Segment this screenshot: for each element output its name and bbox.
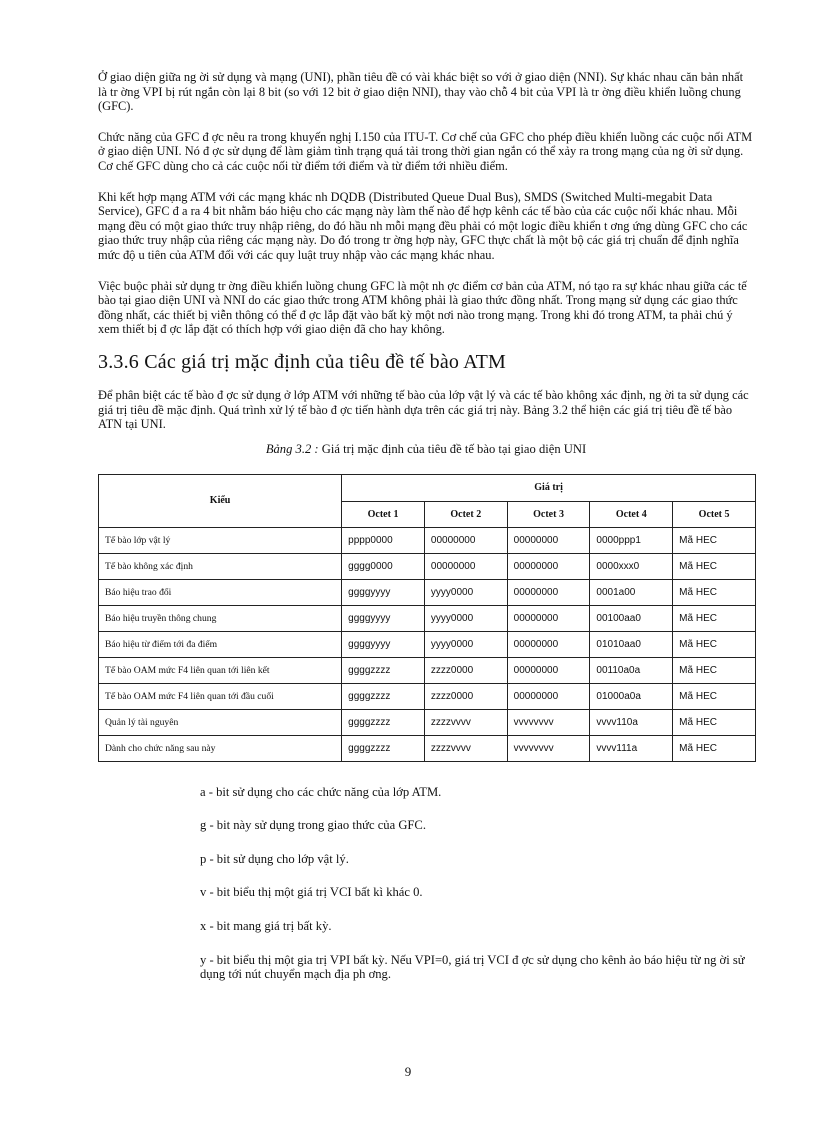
document-page [98,70,754,1001]
value-header: Giá trị [342,474,756,501]
octet-value: Mã HEC [673,683,756,709]
octet-value: ggggyyyy [342,605,425,631]
table-row [99,579,756,605]
table-row [99,553,756,579]
octet-value: vvvvvvvv [507,735,590,761]
octet-value: Mã HEC [673,527,756,553]
note-y: y - bit biểu thị một gia trị VPI bất kỳ. Nếu VPI=0, giá trị VCI đ ợc sử dụng cho kênh ảo báo hiệu từ ng ời sử dụng tới nút chuyển mạch địa ph ơng. [200,952,745,982]
note-v: v - bit biểu thị một giá trị VCI bất kì khác 0. [200,885,423,900]
paragraph-uni-nni: Ở giao diện giữa ng ời sử dụng và mạng (UNI), phần tiêu đề có vài khác biệt so với ở giao diện (NNI). Sự khác nhau căn bản nhất là tr ờng VPI bị rút ngắn còn lại 8 bit (so với 12 bit ở giao diện NNI), thay vào chỗ 4 bit của VPI là tr ờng điều khiển luồng chung (GFC). [98,70,744,114]
kind-header: Kiểu [99,474,342,527]
octet-value: Mã HEC [673,553,756,579]
octet-value: zzzzvvvv [424,735,507,761]
octet-value: 00000000 [507,553,590,579]
note-x: x - bit mang giá trị bất kỳ. [200,919,332,934]
octet-value: yyyy0000 [424,579,507,605]
row-kind: Báo hiệu từ điểm tới đa điểm [99,631,342,657]
octet-value: ggggzzzz [342,709,425,735]
octet-value: Mã HEC [673,709,756,735]
octet-value: yyyy0000 [424,631,507,657]
octet-value: ggggyyyy [342,631,425,657]
octet-value: zzzz0000 [424,657,507,683]
table-row [99,631,756,657]
row-kind: Tế bào không xác định [99,553,342,579]
octet-value: 00100aa0 [590,605,673,631]
header-values-table [98,474,756,762]
octet-value: 01000a0a [590,683,673,709]
paragraph-gfc-drawback: Việc buộc phải sử dụng tr ờng điều khiển luồng chung GFC là một nh ợc điểm cơ bản của ATM, nó tạo ra sự khác nhau giữa các tế bào tại giao diện UNI và NNI do các giao thức trong ATM không phải là giao thức đồng nhất. Trong mạng sử dụng các giao thức đồng nhất, các thiết bị viễn thông có thể đ ợc lắp đặt vào bất kỳ một nơi nào trong mạng. Trong khi đó trong ATM, ta phải chú ý xem thiết bị đ ợc lắp đặt có thích hợp với giao diện đã cho hay không. [98,278,747,337]
octet-value: 00000000 [507,527,590,553]
table-row [99,605,756,631]
row-kind: Tế bào lớp vật lý [99,527,342,553]
section-heading: 3.3.6 Các giá trị mặc định của tiêu đề tế bào ATM [98,350,507,373]
octet-value: 00000000 [507,683,590,709]
octet-value: Mã HEC [673,579,756,605]
octet-value: 00000000 [507,631,590,657]
octet-value: zzzz0000 [424,683,507,709]
octet-value: Mã HEC [673,605,756,631]
row-kind: Báo hiệu trao đổi [99,579,342,605]
octet-value: ggggzzzz [342,735,425,761]
note-a: a - bit sử dụng cho các chức năng của lớp ATM. [200,784,442,799]
octet-value: 00000000 [424,527,507,553]
table-caption [98,442,754,457]
octet-header: Octet 2 [424,501,507,527]
table-row [99,709,756,735]
octet-value: Mã HEC [673,657,756,683]
row-kind: Tế bào OAM mức F4 liên quan tới liên kết [99,657,342,683]
table-row [99,657,756,683]
row-kind: Dành cho chức năng sau này [99,735,342,761]
octet-value: Mã HEC [673,631,756,657]
octet-value: 00000000 [507,657,590,683]
octet-value: zzzzvvvv [424,709,507,735]
octet-value: vvvv110a [590,709,673,735]
octet-value: gggg0000 [342,553,425,579]
caption-label: Bảng 3.2 : [265,441,319,456]
octet-header: Octet 5 [673,501,756,527]
caption-text: Giá trị mặc định của tiêu đề tế bào tại giao diện UNI [318,441,587,456]
table-row [99,683,756,709]
octet-header: Octet 4 [590,501,673,527]
octet-value: Mã HEC [673,735,756,761]
octet-value: vvvvvvvv [507,709,590,735]
octet-value: 00000000 [507,605,590,631]
note-p: p - bit sử dụng cho lớp vật lý. [200,851,349,866]
octet-value: yyyy0000 [424,605,507,631]
paragraph-gfc-function: Chức năng của GFC đ ợc nêu ra trong khuyến nghị I.150 của ITU-T. Cơ chế của GFC cho phép điều khiển luồng các cuộc nối ATM ở giao diện UNI. Nó đ ợc sử dụng để làm giảm tình trạng quá tải trong thời gian ngắn có thể xảy ra trong mạng của ng ời sử dụng. Cơ chế GFC dùng cho cả các cuộc nối từ điểm tới điểm và từ điểm tới nhiều điểm. [98,129,753,173]
table-row [99,735,756,761]
row-kind: Quản lý tài nguyên [99,709,342,735]
octet-value: 0001a00 [590,579,673,605]
bit-notes [200,785,754,982]
octet-value: ggggzzzz [342,683,425,709]
octet-value: ggggzzzz [342,657,425,683]
octet-value: 00000000 [507,579,590,605]
octet-value: 0000xxx0 [590,553,673,579]
note-g: g - bit này sử dụng trong giao thức của GFC. [200,818,426,833]
row-kind: Báo hiệu truyền thông chung [99,605,342,631]
octet-header: Octet 1 [342,501,425,527]
paragraph-gfc-networks: Khi kết hợp mạng ATM với các mạng khác nh DQDB (Distributed Queue Dual Bus), SMDS (Switched Multi-megabit Data Service), GFC đ a ra 4 bit nhằm báo hiệu cho các mạng này làm thế nào để hợp kênh các tế bào của các cuộc nối khác nhau. Mỗi mạng đều có một giao thức truy nhập riêng, do đó hầu nh mỗi mạng đều phải có một logic điều khiển t ơng ứng dùng GFC cho các giao thức truy nhập của riêng các mạng này. Do đó trong tr ờng hợp này, GFC thực chất là một bộ các giá trị chuẩn để định nghĩa mức độ u tiên của ATM đối với các quy luật truy nhập vào các mạng khác nhau. [98,189,748,262]
octet-value: pppp0000 [342,527,425,553]
table-row [99,527,756,553]
row-kind: Tế bào OAM mức F4 liên quan tới đầu cuối [99,683,342,709]
octet-value: 0000ppp1 [590,527,673,553]
octet-header: Octet 3 [507,501,590,527]
octet-value: 00110a0a [590,657,673,683]
octet-value: 00000000 [424,553,507,579]
octet-value: ggggyyyy [342,579,425,605]
octet-value: vvvv111a [590,735,673,761]
octet-value: 01010aa0 [590,631,673,657]
page-number: 9 [404,1064,412,1079]
section-intro: Để phân biệt các tế bào đ ợc sử dụng ở lớp ATM với những tế bào của lớp vật lý và các tế bào không xác định, ng ời ta sử dụng các giá trị tiêu đề mặc định. Quá trình xử lý tế bào đ ợc tiến hành dựa trên các giá trị này. Bảng 3.2 thể hiện các giá trị tiêu đề tế bào ATN tại UNI. [98,387,749,432]
